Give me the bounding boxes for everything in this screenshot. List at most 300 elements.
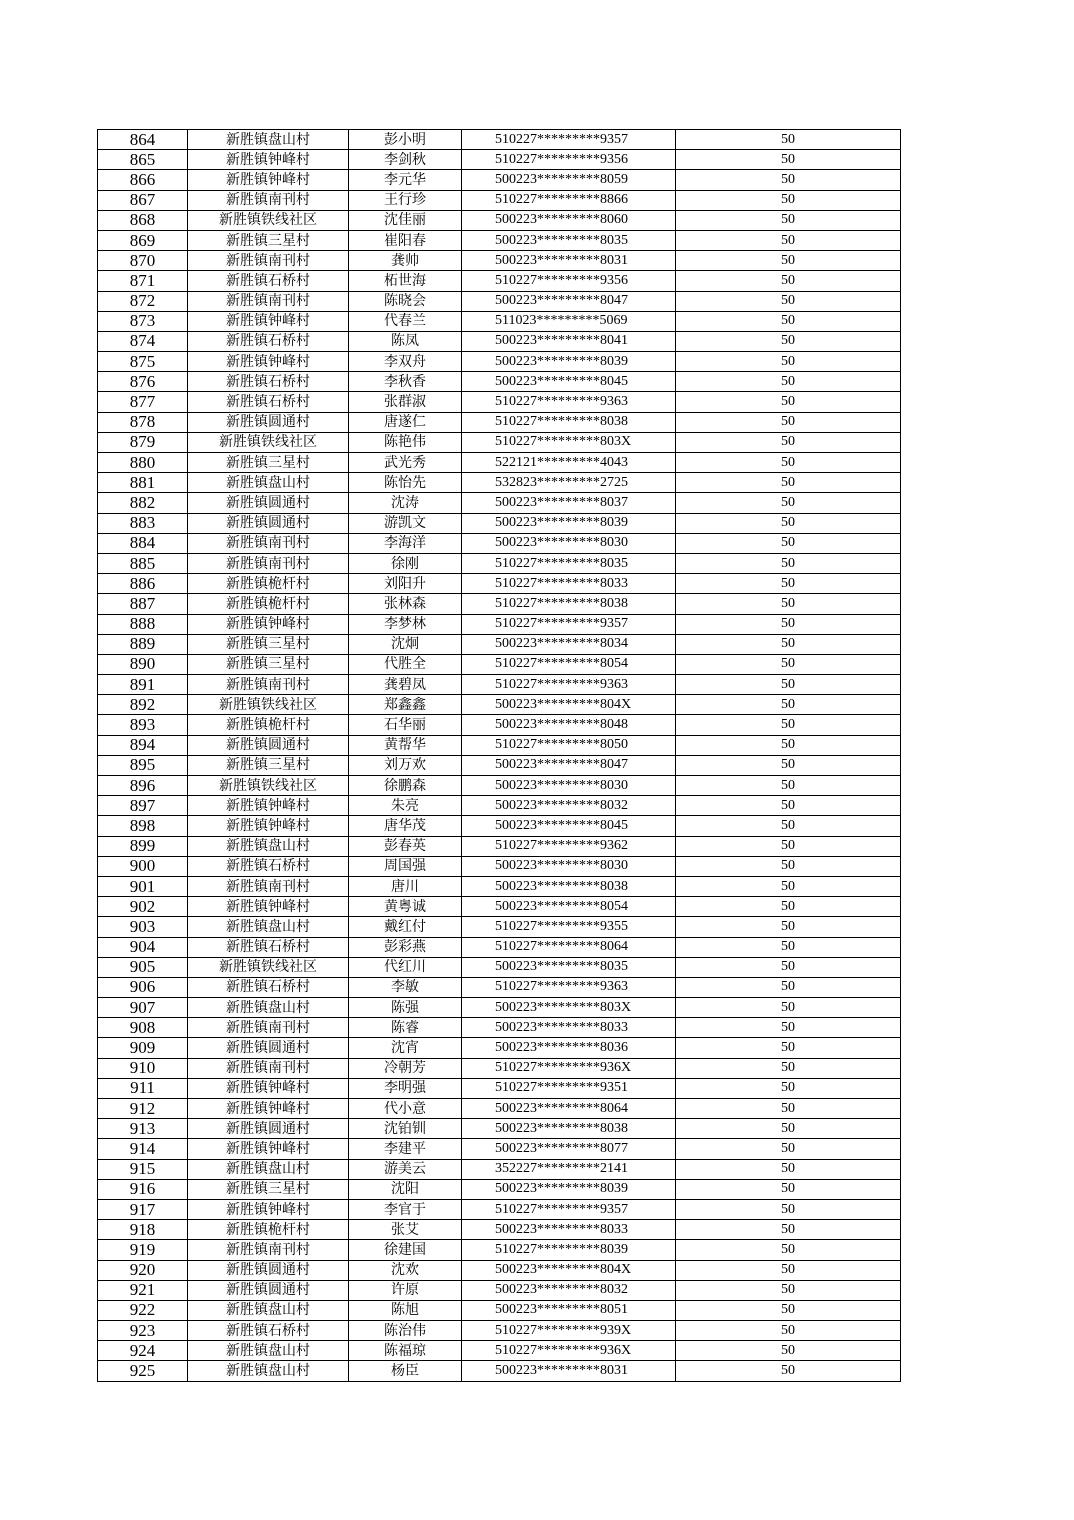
village-cell: 新胜镇南刊村 — [188, 291, 349, 311]
table-row — [98, 392, 901, 412]
amount-cell: 50 — [676, 634, 901, 654]
name-cell: 陈强 — [349, 998, 462, 1018]
id-number-cell: 500223*********8047 — [462, 755, 676, 775]
name-cell: 李海洋 — [349, 533, 462, 553]
id-number-cell: 500223*********8032 — [462, 796, 676, 816]
village-cell: 新胜镇三星村 — [188, 654, 349, 674]
row-number-cell: 896 — [98, 776, 188, 796]
table-row — [98, 796, 901, 816]
row-number-cell: 923 — [98, 1321, 188, 1341]
row-number-cell: 903 — [98, 917, 188, 937]
id-number-cell: 500223*********8045 — [462, 372, 676, 392]
name-cell: 王行珍 — [349, 190, 462, 210]
village-cell: 新胜镇桅杆村 — [188, 1220, 349, 1240]
amount-cell: 50 — [676, 1159, 901, 1179]
id-number-cell: 510227*********8039 — [462, 1240, 676, 1260]
village-cell: 新胜镇桅杆村 — [188, 574, 349, 594]
name-cell: 彭小明 — [349, 130, 462, 150]
name-cell: 刘阳升 — [349, 574, 462, 594]
amount-cell: 50 — [676, 1119, 901, 1139]
row-number-cell: 880 — [98, 453, 188, 473]
name-cell: 沈佳丽 — [349, 210, 462, 230]
table-row — [98, 230, 901, 250]
amount-cell: 50 — [676, 695, 901, 715]
row-number-cell: 890 — [98, 654, 188, 674]
row-number-cell: 892 — [98, 695, 188, 715]
id-number-cell: 510227*********8033 — [462, 574, 676, 594]
row-number-cell: 883 — [98, 513, 188, 533]
amount-cell: 50 — [676, 957, 901, 977]
id-number-cell: 500223*********8060 — [462, 210, 676, 230]
row-number-cell: 922 — [98, 1300, 188, 1320]
row-number-cell: 866 — [98, 170, 188, 190]
amount-cell: 50 — [676, 735, 901, 755]
id-number-cell: 500223*********8032 — [462, 1280, 676, 1300]
amount-cell: 50 — [676, 230, 901, 250]
table-row — [98, 977, 901, 997]
table-row — [98, 1240, 901, 1260]
name-cell: 李敏 — [349, 977, 462, 997]
village-cell: 新胜镇三星村 — [188, 453, 349, 473]
name-cell: 杨臣 — [349, 1361, 462, 1381]
village-cell: 新胜镇盘山村 — [188, 473, 349, 493]
village-cell: 新胜镇南刊村 — [188, 553, 349, 573]
village-cell: 新胜镇石桥村 — [188, 392, 349, 412]
table-row — [98, 715, 901, 735]
row-number-cell: 885 — [98, 553, 188, 573]
amount-cell: 50 — [676, 755, 901, 775]
amount-cell: 50 — [676, 432, 901, 452]
row-number-cell: 881 — [98, 473, 188, 493]
amount-cell: 50 — [676, 1240, 901, 1260]
table-row — [98, 836, 901, 856]
name-cell: 代胜全 — [349, 654, 462, 674]
amount-cell: 50 — [676, 130, 901, 150]
id-number-cell: 510227*********8038 — [462, 594, 676, 614]
village-cell: 新胜镇盘山村 — [188, 1341, 349, 1361]
row-number-cell: 908 — [98, 1018, 188, 1038]
table-row — [98, 776, 901, 796]
name-cell: 唐遂仁 — [349, 412, 462, 432]
name-cell: 代小意 — [349, 1099, 462, 1119]
village-cell: 新胜镇桅杆村 — [188, 594, 349, 614]
id-number-cell: 500223*********8038 — [462, 1119, 676, 1139]
amount-cell: 50 — [676, 1058, 901, 1078]
table-row — [98, 755, 901, 775]
village-cell: 新胜镇南刊村 — [188, 251, 349, 271]
name-cell: 沈欢 — [349, 1260, 462, 1280]
table-row — [98, 897, 901, 917]
table-row — [98, 957, 901, 977]
row-number-cell: 886 — [98, 574, 188, 594]
table-row — [98, 1179, 901, 1199]
amount-cell: 50 — [676, 533, 901, 553]
village-cell: 新胜镇钟峰村 — [188, 1078, 349, 1098]
name-cell: 代春兰 — [349, 311, 462, 331]
name-cell: 陈旭 — [349, 1300, 462, 1320]
row-number-cell: 865 — [98, 150, 188, 170]
table-row — [98, 1220, 901, 1240]
table-row — [98, 533, 901, 553]
id-number-cell: 510227*********939X — [462, 1321, 676, 1341]
amount-cell: 50 — [676, 917, 901, 937]
amount-cell: 50 — [676, 1300, 901, 1320]
name-cell: 陈睿 — [349, 1018, 462, 1038]
id-number-cell: 522121*********4043 — [462, 453, 676, 473]
name-cell: 李明强 — [349, 1078, 462, 1098]
table-row — [98, 1099, 901, 1119]
table-row — [98, 291, 901, 311]
table-row — [98, 1018, 901, 1038]
name-cell: 柘世海 — [349, 271, 462, 291]
row-number-cell: 915 — [98, 1159, 188, 1179]
row-number-cell: 891 — [98, 675, 188, 695]
roster-table — [97, 129, 901, 1382]
village-cell: 新胜镇三星村 — [188, 634, 349, 654]
row-number-cell: 878 — [98, 412, 188, 432]
id-number-cell: 352227*********2141 — [462, 1159, 676, 1179]
amount-cell: 50 — [676, 311, 901, 331]
row-number-cell: 921 — [98, 1280, 188, 1300]
id-number-cell: 500223*********8038 — [462, 876, 676, 896]
village-cell: 新胜镇铁线社区 — [188, 957, 349, 977]
name-cell: 沈涛 — [349, 493, 462, 513]
id-number-cell: 500223*********8051 — [462, 1300, 676, 1320]
id-number-cell: 500223*********8035 — [462, 957, 676, 977]
row-number-cell: 879 — [98, 432, 188, 452]
village-cell: 新胜镇石桥村 — [188, 372, 349, 392]
amount-cell: 50 — [676, 553, 901, 573]
row-number-cell: 919 — [98, 1240, 188, 1260]
id-number-cell: 500223*********8037 — [462, 493, 676, 513]
table-row — [98, 594, 901, 614]
village-cell: 新胜镇圆通村 — [188, 1280, 349, 1300]
table-row — [98, 210, 901, 230]
name-cell: 龚碧凤 — [349, 675, 462, 695]
table-row — [98, 170, 901, 190]
row-number-cell: 906 — [98, 977, 188, 997]
village-cell: 新胜镇南刊村 — [188, 190, 349, 210]
row-number-cell: 904 — [98, 937, 188, 957]
row-number-cell: 882 — [98, 493, 188, 513]
name-cell: 李建平 — [349, 1139, 462, 1159]
village-cell: 新胜镇钟峰村 — [188, 1199, 349, 1219]
amount-cell: 50 — [676, 654, 901, 674]
id-number-cell: 500223*********8030 — [462, 776, 676, 796]
row-number-cell: 894 — [98, 735, 188, 755]
table-row — [98, 1361, 901, 1381]
village-cell: 新胜镇钟峰村 — [188, 614, 349, 634]
id-number-cell: 510227*********8038 — [462, 412, 676, 432]
village-cell: 新胜镇圆通村 — [188, 735, 349, 755]
amount-cell: 50 — [676, 876, 901, 896]
row-number-cell: 869 — [98, 230, 188, 250]
name-cell: 唐川 — [349, 876, 462, 896]
village-cell: 新胜镇盘山村 — [188, 1159, 349, 1179]
id-number-cell: 510227*********936X — [462, 1341, 676, 1361]
amount-cell: 50 — [676, 816, 901, 836]
id-number-cell: 500223*********8030 — [462, 856, 676, 876]
amount-cell: 50 — [676, 977, 901, 997]
id-number-cell: 500223*********8031 — [462, 1361, 676, 1381]
amount-cell: 50 — [676, 796, 901, 816]
village-cell: 新胜镇圆通村 — [188, 1119, 349, 1139]
table-row — [98, 856, 901, 876]
row-number-cell: 864 — [98, 130, 188, 150]
row-number-cell: 899 — [98, 836, 188, 856]
amount-cell: 50 — [676, 150, 901, 170]
row-number-cell: 905 — [98, 957, 188, 977]
amount-cell: 50 — [676, 937, 901, 957]
row-number-cell: 916 — [98, 1179, 188, 1199]
name-cell: 陈晓会 — [349, 291, 462, 311]
amount-cell: 50 — [676, 675, 901, 695]
name-cell: 武光秀 — [349, 453, 462, 473]
table-row — [98, 453, 901, 473]
id-number-cell: 500223*********8034 — [462, 634, 676, 654]
amount-cell: 50 — [676, 1199, 901, 1219]
table-row — [98, 493, 901, 513]
table-row — [98, 1260, 901, 1280]
name-cell: 许原 — [349, 1280, 462, 1300]
id-number-cell: 500223*********804X — [462, 1260, 676, 1280]
row-number-cell: 893 — [98, 715, 188, 735]
name-cell: 沈铂钏 — [349, 1119, 462, 1139]
amount-cell: 50 — [676, 170, 901, 190]
village-cell: 新胜镇盘山村 — [188, 917, 349, 937]
name-cell: 李双舟 — [349, 352, 462, 372]
amount-cell: 50 — [676, 1321, 901, 1341]
village-cell: 新胜镇石桥村 — [188, 856, 349, 876]
id-number-cell: 500223*********8045 — [462, 816, 676, 836]
amount-cell: 50 — [676, 1038, 901, 1058]
row-number-cell: 900 — [98, 856, 188, 876]
table-row — [98, 513, 901, 533]
name-cell: 陈治伟 — [349, 1321, 462, 1341]
amount-cell: 50 — [676, 271, 901, 291]
name-cell: 崔阳春 — [349, 230, 462, 250]
village-cell: 新胜镇铁线社区 — [188, 695, 349, 715]
village-cell: 新胜镇钟峰村 — [188, 1139, 349, 1159]
village-cell: 新胜镇南刊村 — [188, 1018, 349, 1038]
amount-cell: 50 — [676, 1260, 901, 1280]
name-cell: 张林森 — [349, 594, 462, 614]
name-cell: 陈艳伟 — [349, 432, 462, 452]
name-cell: 周国强 — [349, 856, 462, 876]
table-row — [98, 1300, 901, 1320]
name-cell: 陈福琼 — [349, 1341, 462, 1361]
id-number-cell: 532823*********2725 — [462, 473, 676, 493]
table-row — [98, 372, 901, 392]
name-cell: 李秋香 — [349, 372, 462, 392]
row-number-cell: 910 — [98, 1058, 188, 1078]
table-row — [98, 634, 901, 654]
row-number-cell: 898 — [98, 816, 188, 836]
id-number-cell: 500223*********8039 — [462, 352, 676, 372]
village-cell: 新胜镇铁线社区 — [188, 210, 349, 230]
village-cell: 新胜镇南刊村 — [188, 1058, 349, 1078]
table-row — [98, 695, 901, 715]
amount-cell: 50 — [676, 574, 901, 594]
id-number-cell: 510227*********8035 — [462, 553, 676, 573]
row-number-cell: 884 — [98, 533, 188, 553]
name-cell: 龚帅 — [349, 251, 462, 271]
table-row — [98, 998, 901, 1018]
amount-cell: 50 — [676, 493, 901, 513]
amount-cell: 50 — [676, 1361, 901, 1381]
row-number-cell: 871 — [98, 271, 188, 291]
village-cell: 新胜镇钟峰村 — [188, 352, 349, 372]
row-number-cell: 867 — [98, 190, 188, 210]
row-number-cell: 912 — [98, 1099, 188, 1119]
row-number-cell: 913 — [98, 1119, 188, 1139]
id-number-cell: 510227*********9362 — [462, 836, 676, 856]
amount-cell: 50 — [676, 331, 901, 351]
amount-cell: 50 — [676, 372, 901, 392]
amount-cell: 50 — [676, 1099, 901, 1119]
amount-cell: 50 — [676, 392, 901, 412]
id-number-cell: 510227*********9357 — [462, 1199, 676, 1219]
id-number-cell: 510227*********9356 — [462, 271, 676, 291]
table-row — [98, 1139, 901, 1159]
name-cell: 郑鑫鑫 — [349, 695, 462, 715]
name-cell: 沈炯 — [349, 634, 462, 654]
name-cell: 徐刚 — [349, 553, 462, 573]
row-number-cell: 897 — [98, 796, 188, 816]
id-number-cell: 510227*********8050 — [462, 735, 676, 755]
name-cell: 黄帮华 — [349, 735, 462, 755]
village-cell: 新胜镇南刊村 — [188, 876, 349, 896]
id-number-cell: 500223*********8039 — [462, 1179, 676, 1199]
row-number-cell: 876 — [98, 372, 188, 392]
table-row — [98, 1038, 901, 1058]
table-row — [98, 574, 901, 594]
name-cell: 刘万欢 — [349, 755, 462, 775]
row-number-cell: 874 — [98, 331, 188, 351]
village-cell: 新胜镇钟峰村 — [188, 1099, 349, 1119]
amount-cell: 50 — [676, 1018, 901, 1038]
id-number-cell: 500223*********8064 — [462, 1099, 676, 1119]
id-number-cell: 510227*********8064 — [462, 937, 676, 957]
village-cell: 新胜镇三星村 — [188, 1179, 349, 1199]
id-number-cell: 510227*********9351 — [462, 1078, 676, 1098]
table-row — [98, 553, 901, 573]
id-number-cell: 500223*********8030 — [462, 533, 676, 553]
village-cell: 新胜镇盘山村 — [188, 130, 349, 150]
village-cell: 新胜镇石桥村 — [188, 1321, 349, 1341]
village-cell: 新胜镇盘山村 — [188, 1300, 349, 1320]
amount-cell: 50 — [676, 251, 901, 271]
table-row — [98, 432, 901, 452]
row-number-cell: 877 — [98, 392, 188, 412]
id-number-cell: 500223*********804X — [462, 695, 676, 715]
village-cell: 新胜镇三星村 — [188, 755, 349, 775]
village-cell: 新胜镇南刊村 — [188, 533, 349, 553]
id-number-cell: 510227*********8054 — [462, 654, 676, 674]
row-number-cell: 925 — [98, 1361, 188, 1381]
row-number-cell: 887 — [98, 594, 188, 614]
id-number-cell: 510227*********9357 — [462, 130, 676, 150]
village-cell: 新胜镇钟峰村 — [188, 311, 349, 331]
name-cell: 徐鹏森 — [349, 776, 462, 796]
amount-cell: 50 — [676, 594, 901, 614]
id-number-cell: 510227*********8866 — [462, 190, 676, 210]
id-number-cell: 500223*********8035 — [462, 230, 676, 250]
table-row — [98, 271, 901, 291]
village-cell: 新胜镇圆通村 — [188, 1260, 349, 1280]
table-row — [98, 412, 901, 432]
id-number-cell: 500223*********8059 — [462, 170, 676, 190]
name-cell: 黄粤诚 — [349, 897, 462, 917]
amount-cell: 50 — [676, 776, 901, 796]
village-cell: 新胜镇钟峰村 — [188, 796, 349, 816]
name-cell: 冷朝芳 — [349, 1058, 462, 1078]
name-cell: 石华丽 — [349, 715, 462, 735]
id-number-cell: 500223*********8041 — [462, 331, 676, 351]
name-cell: 陈怡先 — [349, 473, 462, 493]
amount-cell: 50 — [676, 453, 901, 473]
village-cell: 新胜镇盘山村 — [188, 1361, 349, 1381]
name-cell: 李梦林 — [349, 614, 462, 634]
id-number-cell: 500223*********8036 — [462, 1038, 676, 1058]
amount-cell: 50 — [676, 856, 901, 876]
amount-cell: 50 — [676, 1139, 901, 1159]
table-row — [98, 1280, 901, 1300]
amount-cell: 50 — [676, 614, 901, 634]
id-number-cell: 510227*********9363 — [462, 977, 676, 997]
row-number-cell: 875 — [98, 352, 188, 372]
table-row — [98, 937, 901, 957]
table-row — [98, 311, 901, 331]
table-row — [98, 1159, 901, 1179]
name-cell: 李元华 — [349, 170, 462, 190]
amount-cell: 50 — [676, 836, 901, 856]
table-row — [98, 251, 901, 271]
amount-cell: 50 — [676, 352, 901, 372]
name-cell: 代红川 — [349, 957, 462, 977]
table-row — [98, 1321, 901, 1341]
table-row — [98, 130, 901, 150]
name-cell: 沈宵 — [349, 1038, 462, 1058]
row-number-cell: 924 — [98, 1341, 188, 1361]
id-number-cell: 510227*********9357 — [462, 614, 676, 634]
table-row — [98, 1199, 901, 1219]
amount-cell: 50 — [676, 210, 901, 230]
village-cell: 新胜镇石桥村 — [188, 937, 349, 957]
amount-cell: 50 — [676, 1220, 901, 1240]
table-row — [98, 816, 901, 836]
id-number-cell: 500223*********8077 — [462, 1139, 676, 1159]
table-row — [98, 1078, 901, 1098]
id-number-cell: 500223*********803X — [462, 998, 676, 1018]
id-number-cell: 510227*********9363 — [462, 392, 676, 412]
village-cell: 新胜镇圆通村 — [188, 412, 349, 432]
village-cell: 新胜镇钟峰村 — [188, 170, 349, 190]
roster-table-body — [98, 130, 901, 1382]
village-cell: 新胜镇盘山村 — [188, 998, 349, 1018]
name-cell: 沈阳 — [349, 1179, 462, 1199]
name-cell: 游美云 — [349, 1159, 462, 1179]
amount-cell: 50 — [676, 715, 901, 735]
table-row — [98, 614, 901, 634]
village-cell: 新胜镇石桥村 — [188, 271, 349, 291]
name-cell: 戴红付 — [349, 917, 462, 937]
id-number-cell: 500223*********8048 — [462, 715, 676, 735]
village-cell: 新胜镇圆通村 — [188, 513, 349, 533]
amount-cell: 50 — [676, 291, 901, 311]
table-row — [98, 1119, 901, 1139]
village-cell: 新胜镇铁线社区 — [188, 776, 349, 796]
